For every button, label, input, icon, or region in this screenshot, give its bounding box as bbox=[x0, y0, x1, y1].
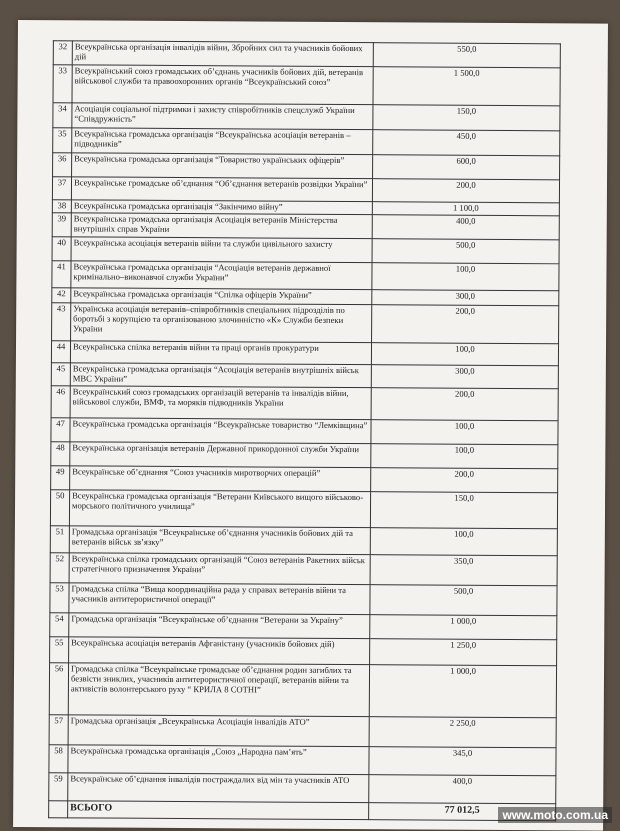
amount: 300,0 bbox=[371, 365, 558, 389]
organization-name: Всеукраїнська спілка ветеранів війни та праці органів прокуратури bbox=[70, 341, 371, 365]
row-number: 57 bbox=[49, 714, 68, 744]
table-row bbox=[50, 489, 557, 528]
table-row bbox=[53, 41, 560, 68]
table-row bbox=[51, 385, 558, 420]
organization-name: Всеукраїнська організація інвалідів війни, Збройних сил та учасників бойових дій bbox=[72, 41, 373, 67]
organization-name: Громадська організація “Всеукраїнське об’єднання учасників бойових дій та ветеранів військ зв’язку” bbox=[69, 526, 370, 555]
organization-name: Всеукраїнська громадська організація „Союз „Народна пам’ять” bbox=[68, 745, 369, 775]
organization-name: Всеукраїнський союз громадських організацій ветеранів та інвалідів війни, військової служби, ВМФ, та моряків підводників України bbox=[70, 386, 371, 420]
organization-name: Всеукраїнська громадська організація “Асоціація ветеранів внутрішніх військ МВС України” bbox=[70, 363, 371, 388]
total-label: ВСЬОГО bbox=[68, 801, 369, 820]
amount: 100,0 bbox=[371, 443, 558, 468]
organization-name: Асоціація соціальної підтримки і захисту співробітників спецслужб України “Співдружність” bbox=[72, 103, 373, 130]
table-body bbox=[49, 41, 561, 804]
row-number: 36 bbox=[53, 153, 72, 177]
organization-name: Всеукраїнська асоціація ветеранів війни та служби цивільного захисту bbox=[71, 237, 372, 263]
amount: 200,0 bbox=[371, 467, 558, 492]
row-number: 39 bbox=[52, 213, 71, 237]
amount: 550,0 bbox=[373, 43, 560, 68]
amount: 1 000,0 bbox=[370, 614, 557, 639]
row-number: 38 bbox=[52, 200, 71, 213]
row-number: 58 bbox=[49, 744, 68, 772]
amount: 400,0 bbox=[369, 774, 556, 803]
organization-name: Всеукраїнське об’єднання інвалідів постраждалих від мін та учасників АТО bbox=[68, 773, 369, 803]
organization-name: Всеукраїнська громадська організація “Закінчимо війну” bbox=[71, 200, 372, 215]
organization-name: Громадська організація “Всеукраїнське об’єднання “Ветерани за Україну” bbox=[69, 613, 370, 639]
table-row bbox=[49, 744, 556, 775]
organization-name: Всеукраїнська спілка громадських організацій “Союз ветеранів Ракетних військ стратегічного призначення України” bbox=[69, 553, 370, 585]
table-row bbox=[52, 303, 559, 344]
organization-name: Громадська спілка “Всеукраїнське громадське об’єднання родин загиблих та безвісти зниклих, учасників антитерористичної операції, ветеранів війни та активістів волонтерського руху “ КРИЛА 8 СОТНІ” bbox=[68, 663, 369, 717]
table-row bbox=[51, 341, 558, 366]
organization-name: Всеукраїнська громадська організація Асоціація ветеранів Міністерства внутрішніх справ України bbox=[71, 213, 372, 239]
organization-name: Всеукраїнське об’єднання “Союз учасників миротворчих операцій” bbox=[70, 466, 371, 492]
amount: 150,0 bbox=[373, 105, 560, 131]
total-row bbox=[49, 800, 556, 820]
amount: 600,0 bbox=[373, 155, 560, 180]
table-row bbox=[51, 465, 558, 492]
table-row bbox=[50, 582, 557, 615]
amount: 1 500,0 bbox=[373, 67, 560, 106]
table-row bbox=[49, 772, 556, 803]
organization-name: Всеукраїнська асоціація ветеранів Афганістану (учасників бойових дій) bbox=[69, 637, 370, 665]
watermark: www.moto.com.ua bbox=[498, 807, 612, 823]
table-row bbox=[50, 612, 557, 639]
row-number: 52 bbox=[50, 552, 69, 582]
table-row bbox=[53, 65, 560, 106]
table-row bbox=[51, 441, 558, 468]
funding-table bbox=[48, 40, 561, 821]
amount: 150,0 bbox=[370, 491, 557, 528]
table-row bbox=[49, 714, 556, 747]
row-number: 51 bbox=[50, 525, 69, 552]
total-value: 77 012,5 bbox=[369, 802, 556, 820]
organization-name: Громадська спілка “Вища координаційна рада у справах ветеранів війни та учасників антитерористичної операції” bbox=[69, 583, 370, 615]
row-number: 43 bbox=[52, 303, 71, 341]
row-number: 53 bbox=[50, 582, 69, 612]
organization-name: Українська асоціація ветеранів–співробітників спеціальних підрозділів по боротьбі з корупцією та організованою злочинністю «К» Служби безпеки України bbox=[71, 303, 372, 343]
row-number: 32 bbox=[53, 41, 72, 65]
amount: 200,0 bbox=[372, 179, 559, 203]
amount: 450,0 bbox=[373, 130, 560, 156]
row-number: 59 bbox=[49, 772, 68, 800]
row-number: 45 bbox=[51, 363, 70, 386]
amount: 1 100,0 bbox=[372, 202, 559, 216]
row-number: 44 bbox=[51, 341, 70, 363]
table-row bbox=[49, 662, 556, 717]
table-row bbox=[53, 103, 560, 131]
document-page bbox=[13, 20, 608, 831]
organization-name: Всеукраїнська громадська організація “Спілка офіцерів України” bbox=[71, 288, 372, 305]
table-row bbox=[53, 153, 560, 180]
row-number: 48 bbox=[51, 441, 70, 465]
amount: 1 000,0 bbox=[369, 664, 556, 717]
organization-name: Всеукраїнське громадське об’єднання “Об’єднання ветеранів розвідки України” bbox=[71, 177, 372, 202]
row-number: 41 bbox=[52, 261, 71, 288]
organization-name: Всеукраїнська громадська організація “Ветерани Київського вищого військово-морського політичного училища” bbox=[69, 490, 370, 528]
row-number: 34 bbox=[53, 103, 72, 128]
row-number: 56 bbox=[49, 662, 68, 714]
organization-name: Громадська організація „Всеукраїнська Асоціація інвалідів АТО” bbox=[68, 715, 369, 747]
row-number: 40 bbox=[52, 237, 71, 261]
amount: 200,0 bbox=[371, 387, 558, 420]
total-num-cell bbox=[49, 800, 68, 817]
amount: 100,0 bbox=[371, 343, 558, 366]
row-number: 47 bbox=[51, 417, 70, 441]
amount: 350,0 bbox=[370, 554, 557, 585]
table-row bbox=[53, 128, 560, 156]
amount: 100,0 bbox=[370, 527, 557, 555]
row-number: 33 bbox=[53, 65, 72, 103]
amount: 200,0 bbox=[372, 305, 559, 344]
row-number: 49 bbox=[51, 465, 70, 489]
organization-name: Всеукраїнська громадська організація “Асоціація ветеранів державної кримінально–виконавчої служби України” bbox=[71, 261, 372, 290]
amount: 400,0 bbox=[372, 215, 559, 240]
table-row bbox=[52, 261, 559, 291]
table-row bbox=[51, 417, 558, 444]
table-row bbox=[50, 525, 557, 555]
row-number: 55 bbox=[50, 636, 69, 662]
organization-name: Всеукраїнська громадська організація “Товариство українських офіцерів” bbox=[72, 153, 373, 179]
row-number: 37 bbox=[52, 177, 71, 200]
table-row bbox=[52, 213, 559, 240]
organization-name: Всеукраїнська організація ветеранів Державної прикордонної служби України bbox=[70, 442, 371, 468]
amount: 2 250,0 bbox=[369, 716, 556, 747]
amount: 500,0 bbox=[370, 584, 557, 615]
organization-name: Всеукраїнський союз громадських об’єднань учасників бойових дій, ветеранів військової служби та правоохоронних органів “Всеукраїнський союз” bbox=[72, 65, 373, 105]
organization-name: Всеукраїнська громадська організація “Всеукраїнська асоціація ветеранів – підводників” bbox=[72, 128, 373, 155]
row-number: 35 bbox=[53, 128, 72, 153]
amount: 300,0 bbox=[372, 290, 559, 306]
row-number: 42 bbox=[52, 288, 71, 303]
amount: 345,0 bbox=[369, 746, 556, 775]
table-row bbox=[52, 237, 559, 264]
table-row bbox=[50, 636, 557, 665]
organization-name: Всеукраїнська громадська організація “Всеукраїнське товариство “Лемківщина” bbox=[70, 418, 371, 444]
amount: 100,0 bbox=[371, 419, 558, 444]
table-row bbox=[52, 177, 559, 203]
amount: 100,0 bbox=[372, 263, 559, 291]
row-number: 54 bbox=[50, 612, 69, 636]
amount: 1 250,0 bbox=[370, 638, 557, 665]
row-number: 50 bbox=[50, 489, 69, 525]
table-row bbox=[51, 363, 558, 389]
table-row bbox=[50, 552, 557, 585]
amount: 500,0 bbox=[372, 239, 559, 264]
row-number: 46 bbox=[51, 385, 70, 417]
